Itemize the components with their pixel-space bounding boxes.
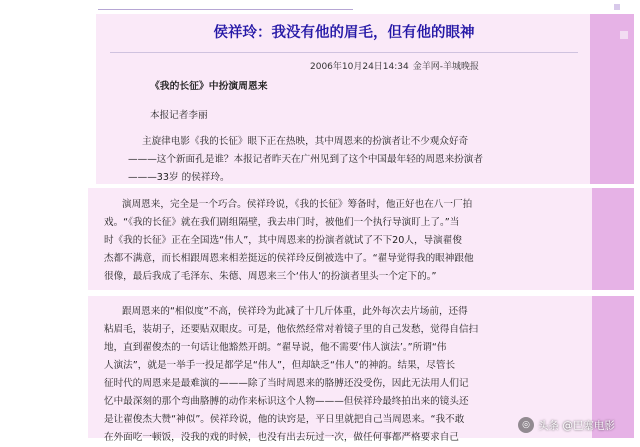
top-corner-mark (614, 4, 620, 10)
paragraph-line: 戏。“《我的长征》就在我们剧组隔壁，我去串门时，被他们一个执行导演盯上了。”当 (104, 217, 460, 228)
publish-date: 2006年10月24日14:34 (310, 62, 409, 72)
paragraph-line: 杰都不满意，而长相跟周恩来相差挺远的侯祥玲反倒被选中了。“翟导觉得我的眼神跟他 (104, 253, 474, 264)
watermark-text: 头条 @巴塞电影 (538, 419, 615, 432)
watermark (518, 417, 615, 433)
top-divider (98, 9, 353, 10)
article-subheading: 《我的长征》中扮演周恩来 (150, 81, 268, 92)
sidebar-corner-mark (620, 31, 628, 39)
paragraph-line: 征时代的周恩来是最难演的———除了当时周恩来的胳膊还没受伤，因此无法用人们记 (104, 378, 469, 389)
title-banner (110, 20, 578, 50)
title-underline (110, 52, 578, 53)
headline-logo-icon: ◎ (518, 417, 534, 433)
paragraph-1 (128, 133, 483, 187)
article-byline: 本报记者李丽 (150, 110, 208, 121)
paragraph-line: 粘眉毛，装胡子，还要贴双眼皮。可是，他依然经常对着镜子里的自己发愁，觉得自信扫 (104, 324, 479, 335)
paragraph-line: 地，直到翟俊杰的一句话让他豁然开朗。“翟导说，他不需要‘伟人演法’。”所谓“伟 (104, 342, 447, 353)
paragraph-line: 主旋律电影《我的长征》眼下正在热映，其中周恩来的扮演者让不少观众好奇 (142, 136, 469, 147)
paragraph-line: 人演法”，就是一举手一投足都学足“伟人”，但却缺乏“伟人”的神韵。结果，尽管长 (104, 360, 456, 371)
paragraph-3 (104, 303, 478, 447)
paragraph-line: 很像，最后我成了毛泽东、朱德、周恩来三个‘伟人’的扮演者里头一个定下的。” (104, 271, 437, 282)
paragraph-line: ———33岁 的侯祥玲。 (128, 172, 230, 183)
paragraph-line: 在外面吃一顿饭，没我的戏的时候，也没有出去玩过一次，做任何事都严格要求自己 (104, 432, 459, 443)
paragraph-line: ———这个新面孔是谁？本报记者昨天在广州见到了这个中国最年轻的周恩来扮演者 (128, 154, 483, 165)
paragraph-line: 跟周恩来的“相似度”不高，侯祥玲为此减了十几斤体重，此外每次去片场前，还得 (122, 306, 468, 317)
article-meta (310, 59, 483, 72)
paragraph-line: 演周恩来，完全是一个巧合。侯祥玲说，《我的长征》筹备时，他正好也在八一厂拍 (122, 199, 473, 210)
right-sidebar-strip (590, 14, 634, 184)
paragraph-line: 是让翟俊杰大赞“神似”。侯祥玲说，他的诀窍是，平日里就把自己当周恩来。“我不敢 (104, 414, 465, 425)
article-source: 金羊网-羊城晚报 (412, 62, 479, 72)
article-title: 侯祥玲：我没有他的眉毛，但有他的眼神 (213, 25, 475, 41)
paragraph-2 (104, 196, 474, 286)
paragraph-line: 忆中最深刻的那个弯曲胳膊的动作来标识这个人物———但侯祥玲最终拍出来的镜头还 (104, 396, 469, 407)
paragraph-line: 时《我的长征》正在全国选“伟人”，其中周恩来的扮演者就试了不下20人，导演翟俊 (104, 235, 462, 246)
right-sidebar-strip (592, 188, 634, 290)
